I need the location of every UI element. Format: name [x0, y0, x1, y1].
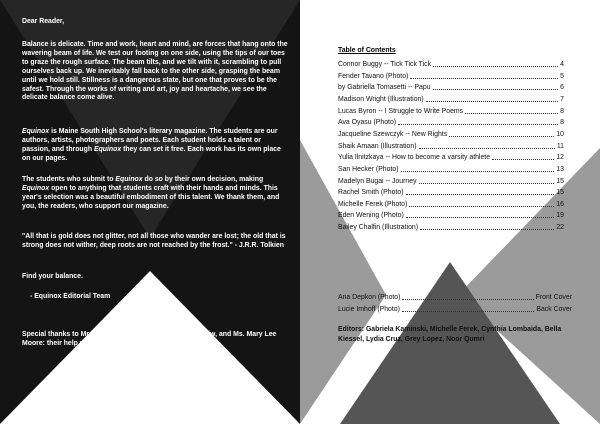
letter-about: Equinox is Maine South High School's literary magazine. The students are our authors, artists, photographers and poets. Each student holds a talent or passion, and through Equinox they can set it free. Each work has its own place on our pages.	[22, 128, 281, 162]
toc-entry-label: Lucas Byron -- I Struggle to Write Poems	[338, 107, 464, 115]
toc-entry-page: 19	[556, 212, 564, 220]
toc-entry	[338, 72, 564, 81]
toc-entry-page: 7	[560, 95, 564, 103]
toc-leader-dots	[402, 293, 533, 300]
toc-leader-dots	[465, 107, 558, 114]
letter-closing: Find your balance.	[22, 273, 83, 280]
toc-entry-label: Connor Buggy -- Tick Tick Tick	[338, 61, 432, 68]
toc-entry-label: Madison Wright (Illustration)	[338, 95, 424, 103]
toc-entry	[338, 188, 564, 197]
toc-entry	[338, 118, 564, 127]
toc-entry	[338, 130, 564, 139]
letter-submissions: The students who submit to Equinox do so by their own decision, making Equinox open to anything that students craft with their hands and minds. This year's selection was a beautiful embodiment of this talent. We thank them, and you, the readers, who support our magazine.	[22, 176, 280, 210]
toc-entry-label: Fender Tavano (Photo)	[338, 72, 409, 80]
toc-leader-dots	[406, 211, 555, 218]
toc-entry-page: 6	[560, 84, 564, 92]
toc-leader-dots	[398, 118, 558, 125]
letter-signature: - Equinox Editorial Team	[30, 293, 111, 300]
toc-entry-page: 5	[560, 72, 564, 80]
toc-entry-label: Ana Depkon (Photo)	[338, 294, 401, 301]
letter-intro: Balance is delicate. Time and work, heart and mind, are forces that hang onto the wavering beam of life. We test our footing on one side, using the tips of our toes to graze the rough surface. The beam tilts, and we tilt with it, scrambling to pull ourselves back up. We inevitably fall back to the other side, grasping the beam until we hold still. Stillness is a dangerous state, but one that proves to be the safest. Through the works of writing and art, joy and heartache, we see the delicate balance come alive.	[22, 41, 288, 102]
toc-entry-label: by Gabriella Tomasetti -- Papu	[338, 84, 431, 92]
toc-entry-label: Michelle Ferek (Photo)	[338, 200, 408, 208]
toc-entry-page: 8	[560, 107, 564, 115]
toc-entry	[338, 223, 564, 232]
editors-credit: Editors: Gabriela Kaminski, Michelle Ferek, Cynthia Lombaida, Bella Kiessel, Lydia Cruz, Grey Lopez, Noor Qumri	[338, 326, 562, 343]
toc-entry-label: Jacqueline Szewczyk -- New Rights	[338, 130, 448, 138]
toc-entry	[338, 200, 564, 209]
letter-thanks: Special thanks to Mr. Greg Regalado, Ms. Cherie Lemankiw, and Ms. Mary Lee Moore: their help was invaluable!	[22, 331, 277, 347]
letter-greeting: Dear Reader,	[22, 18, 65, 25]
toc-entry-label: Shaik Amaan (Illustration)	[338, 142, 417, 150]
toc-entry-page: 8	[560, 119, 564, 127]
toc-entry	[338, 305, 572, 314]
toc-entry-page: 15	[556, 177, 564, 185]
toc-entry-label: Bailey Chalfin (Illustration)	[338, 224, 419, 232]
toc-entry-page: 22	[556, 224, 564, 232]
toc-entry-label: Ava Oyasu (Photo)	[338, 119, 397, 127]
toc-leader-dots	[433, 83, 559, 90]
toc-leader-dots	[419, 177, 555, 184]
toc-entry-page: 10	[556, 130, 564, 138]
toc-leader-dots	[420, 223, 554, 230]
toc-leader-dots	[406, 188, 555, 195]
toc-leader-dots	[410, 72, 558, 79]
toc-leader-dots	[401, 165, 555, 172]
toc-entry-page: 15	[556, 189, 564, 197]
toc-entry-page: Back Cover	[536, 306, 572, 313]
toc-entry	[338, 153, 564, 162]
toc-entry	[338, 95, 564, 104]
toc-entry-label: Eden Wening (Photo)	[338, 212, 404, 220]
letter-quote: "All that is gold does not glitter, not all those who wander are lost; the old that is strong does not wither, deep roots are not reached by the frost." - J.R.R. Tolkien	[22, 233, 286, 249]
equinox-name: Equinox	[22, 128, 50, 135]
toc-entry-page: Front Cover	[535, 294, 572, 301]
toc-entry-label: San Hecker (Photo)	[338, 165, 399, 173]
toc-leader-dots	[449, 130, 554, 137]
right-page-contents	[300, 0, 600, 424]
toc-entry-label: Lucie Imhoff (Photo)	[338, 306, 400, 313]
toc-entry-label: Yulia Ilnitzkaya -- How to become a varsity athlete	[338, 154, 491, 162]
toc-entry-page: 4	[560, 61, 564, 68]
toc-entry	[338, 60, 564, 69]
toc-entry	[338, 107, 564, 116]
toc-entry	[338, 211, 564, 220]
toc-leader-dots	[433, 60, 558, 67]
toc-leader-dots	[419, 142, 555, 149]
toc-entry-label: Rachel Smith (Photo)	[338, 189, 404, 197]
toc-entry	[338, 83, 564, 92]
toc-leader-dots	[402, 305, 534, 312]
toc-entry	[338, 177, 564, 186]
toc-entry-page: 13	[556, 165, 564, 173]
toc-entry-page: 16	[556, 200, 564, 208]
toc-entry	[338, 165, 564, 174]
toc-entry-label: Madelyn Bugai -- Journey	[338, 177, 417, 185]
toc-entry-page: 12	[556, 154, 564, 162]
toc-leader-dots	[409, 200, 554, 207]
toc-leader-dots	[426, 95, 559, 102]
toc-title: Table of Contents	[338, 47, 396, 54]
toc-entry	[338, 142, 564, 151]
toc-entry-page: 11	[556, 142, 564, 150]
toc-leader-dots	[492, 153, 554, 160]
toc-entry	[338, 293, 572, 302]
